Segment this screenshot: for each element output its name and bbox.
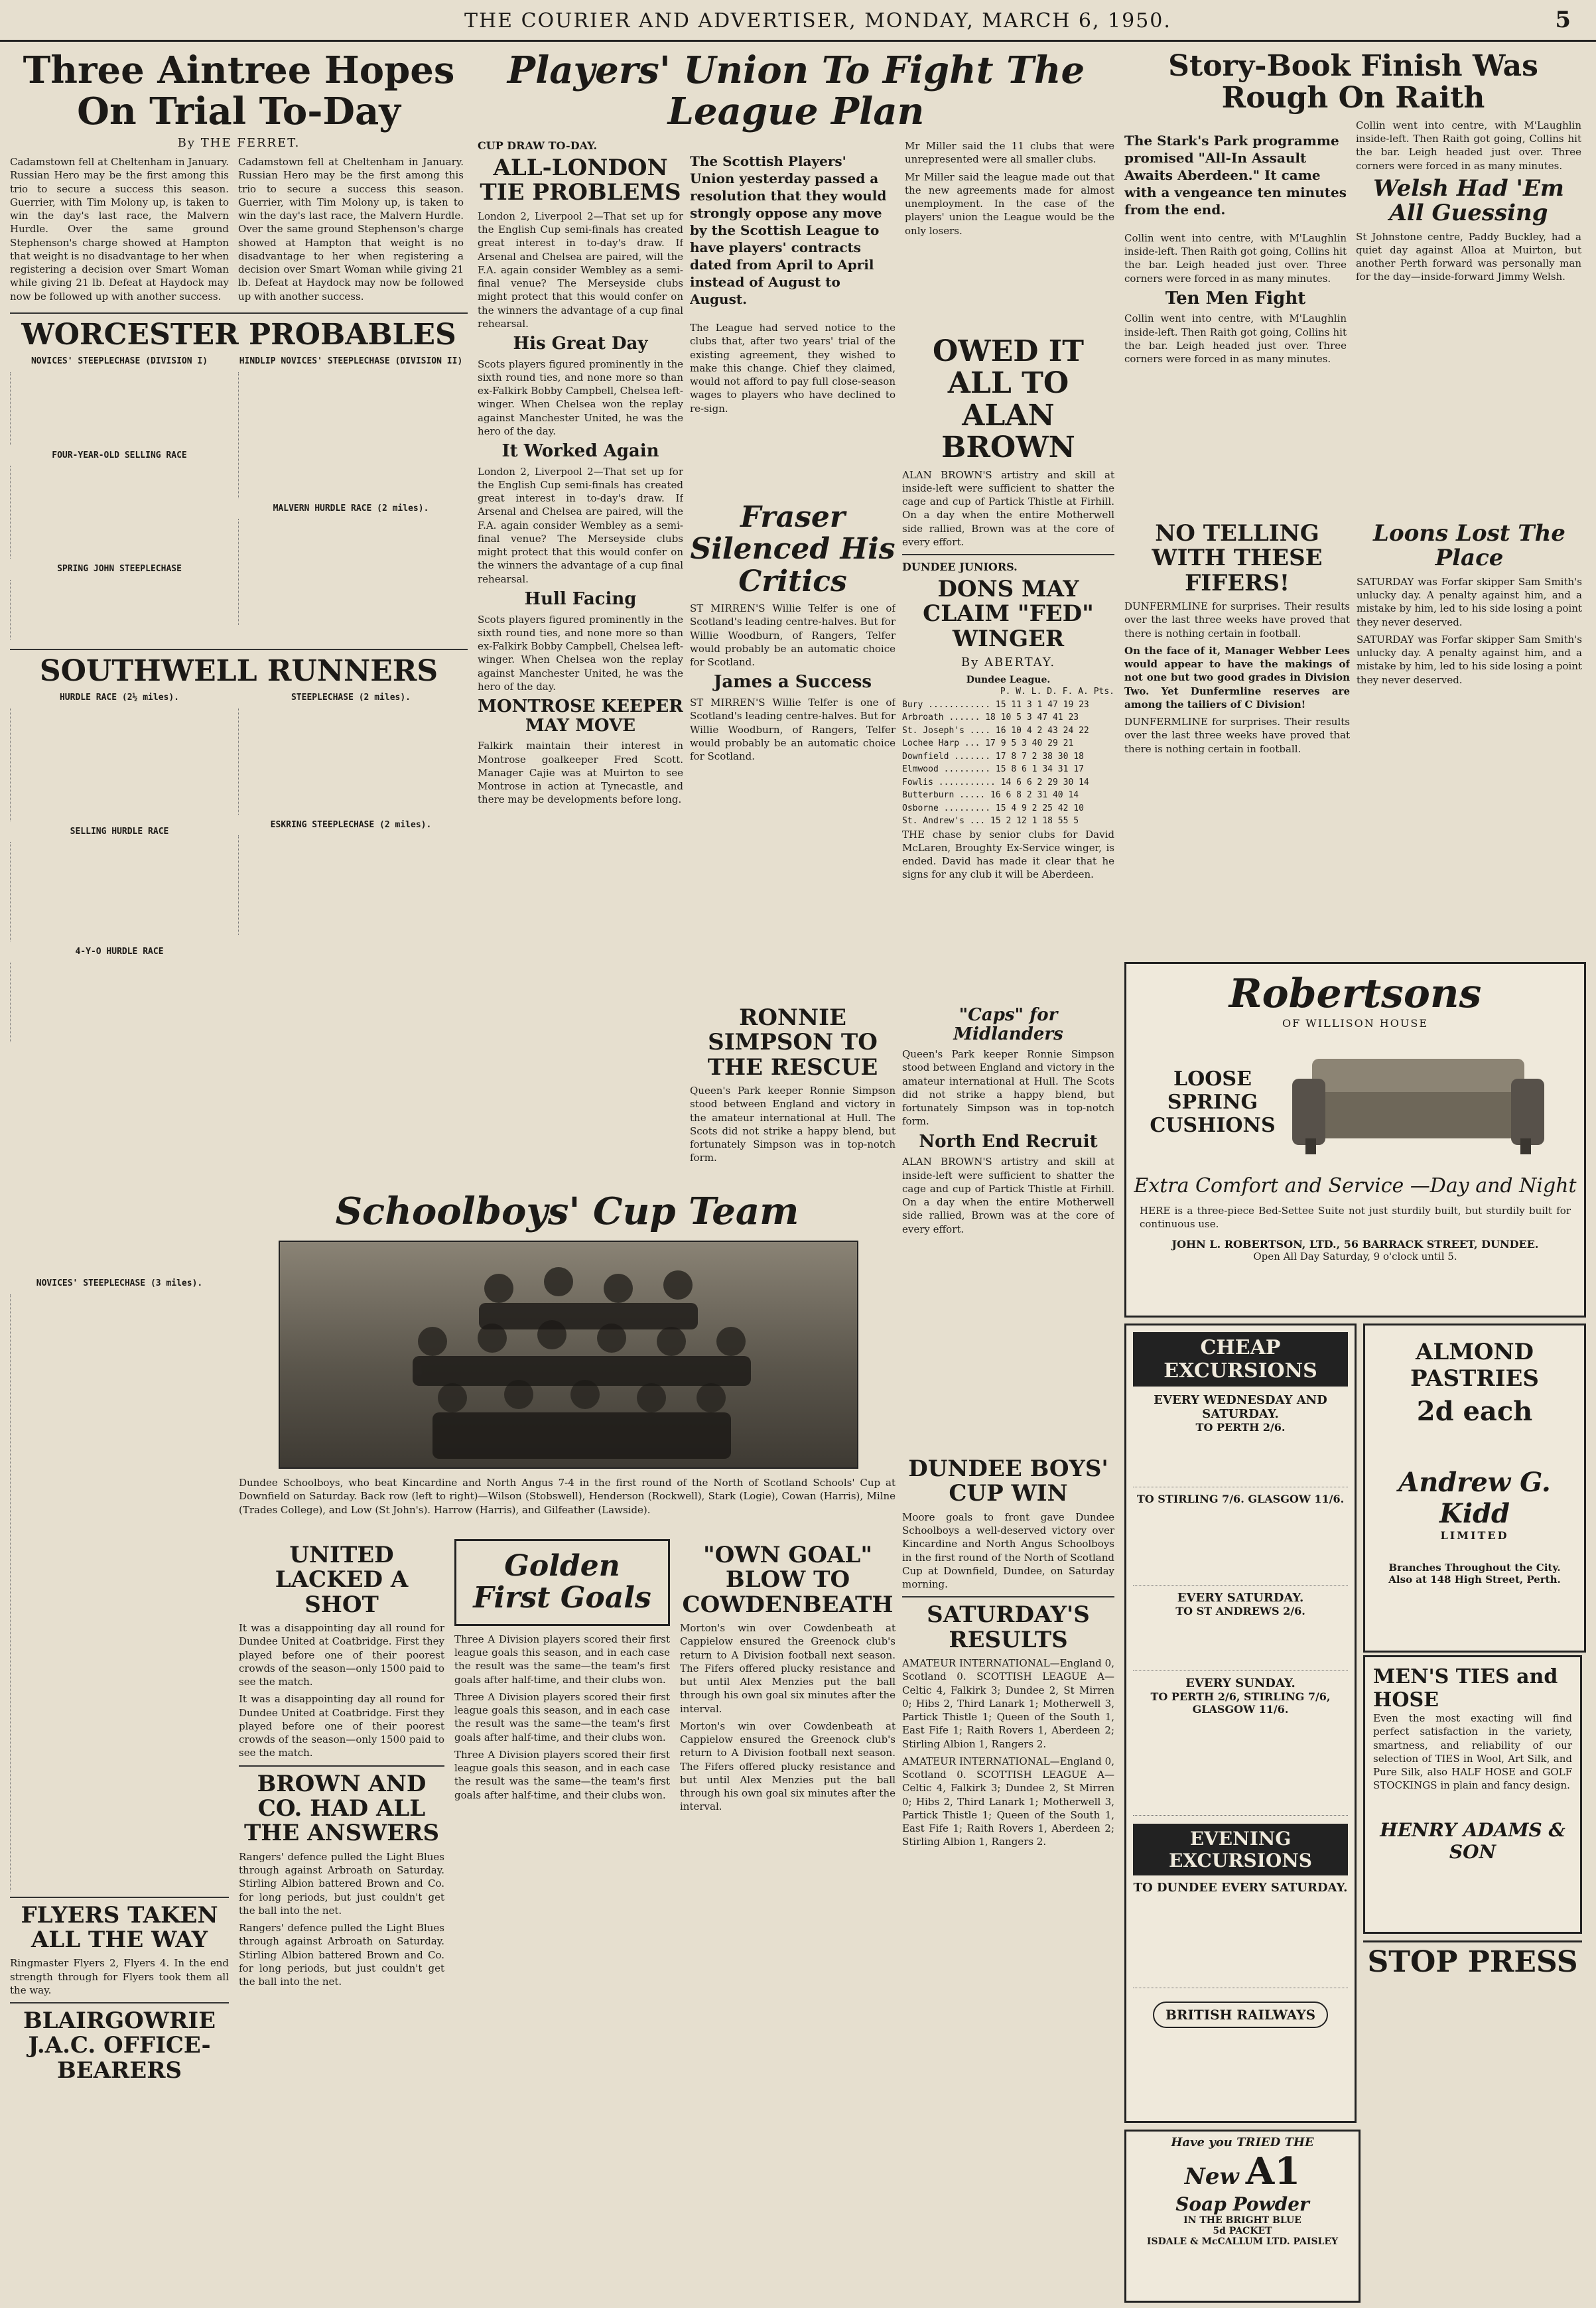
cheap-excursions-title: CHEAP EXCURSIONS	[1133, 1332, 1348, 1387]
race-j-title: ESKRING STEEPLECHASE (2 miles).	[270, 819, 432, 830]
cup-sub-worked-again: It Worked Again	[501, 441, 659, 462]
own-goal-headline: "OWN GOAL" BLOW TO COWDENBEATH	[682, 1542, 894, 1618]
fifers-body-2: DUNFERMLINE for surprises. Their results over the last three weeks have proved that there is nothing certain in football.	[1124, 716, 1350, 755]
kidd-branches: Branches Throughout the City. Also at 148 High Street, Perth.	[1388, 1562, 1561, 1586]
players-union-story	[478, 46, 1114, 139]
table-row: Fowlis ........... 14 6 6 2 29 30 14	[902, 777, 1089, 787]
table-row: St. Joseph's .... 16 10 4 2 43 24 22	[902, 725, 1089, 736]
alan-brown-headline: OWED IT ALL TO ALAN BROWN	[932, 334, 1085, 465]
own-goal-body: Morton's win over Cowdenbeath at Cappielow ensured the Greenock club's return to A Division football next season. The Fifers offered plucky resistance and but until Alex Menzies put the ball through his own goal six minutes after the interval.	[680, 1622, 896, 1715]
players-union-lead: The Scottish Players' Union yesterday passed a resolution that they would strongly oppose any move by the Scottish League to have players' contracts dated from April to April instead of August to August.	[690, 153, 887, 307]
a1-new: New	[1184, 2163, 1239, 2190]
table-row: Butterburn ..... 16 6 8 2 31 40 14	[902, 790, 1079, 801]
table-row: St. Andrew's ... 15 2 12 1 18 55 5	[902, 816, 1079, 827]
racing-column	[10, 46, 468, 1270]
race-f-title: HURDLE RACE (2½ miles).	[59, 693, 179, 703]
left-bottom-column	[10, 1277, 229, 2299]
montrose-keeper-headline: MONTROSE KEEPER MAY MOVE	[478, 697, 683, 736]
excursion-line-2: TO PERTH 2/6.	[1195, 1421, 1286, 1434]
cup-sub-hull-facing: Hull Facing	[524, 588, 637, 609]
saturday-results-body: AMATEUR INTERNATIONAL—England 0, Scotland 0. SCOTTISH LEAGUE A—Celtic 4, Falkirk 3; Dundee 2, St Mirren 0; Hibs 2, Third Lanark 1; Motherwell 3, Partick Thistle 1; Queen of the South 1, East Fife 1; Raith Rovers 1, Aberdeen 2; Stirling Albion 1, Rangers 2.	[902, 1657, 1114, 1750]
loons-body-2: SATURDAY was Forfar skipper Sam Smith's unlucky day. A penalty against him, and a mistake by him, led to his side losing a point they never deserved.	[1357, 633, 1582, 686]
table-row: Elmwood ......... 15 8 6 1 34 31 17	[902, 764, 1084, 775]
race-a-title: NOVICES' STEEPLECHASE (DIVISION I)	[31, 356, 208, 367]
excursion-line-3: TO STIRLING 7/6. GLASGOW 11/6.	[1136, 1493, 1345, 1505]
raith-lead: The Stark's Park programme promised "All-In Assault Awaits Aberdeen." It came with a vengeance ten minutes from the end.	[1124, 132, 1347, 218]
race-g-title: SELLING HURDLE RACE	[70, 826, 169, 837]
sofa-illustration	[1286, 1039, 1551, 1165]
evening-excursions-title: EVENING EXCURSIONS	[1133, 1824, 1348, 1875]
excursion-line-5: TO ST ANDREWS 2/6.	[1175, 1605, 1305, 1617]
loons-story	[1357, 517, 1582, 955]
own-goal-column	[680, 1539, 896, 2299]
cup-body-4: Scots players figured prominently in the sixth round ties, and none more so than ex-Falkirk Bobby Campbell, Chelsea left-winger. When Chelsea won the replay against Manchester United, he was the hero of the day.	[478, 613, 683, 693]
extra-comfort: Extra Comfort and Service —Day and Night	[1134, 1174, 1577, 1197]
caps-headline: "Caps" for Midlanders	[953, 1005, 1063, 1044]
cup-body-3: London 2, Liverpool 2—That set up for the English Cup semi-finals has created great interest in to-day's draw. If Arsenal and Chelsea are paired, will the F.A. again consider Wembley as a semi-final venue? The Merseyside clubs might protect that this would confer on the winners the advantage of a cup final rehearsal.	[478, 465, 683, 585]
table-row: Lochee Harp ... 17 9 5 3 40 29 21	[902, 738, 1074, 749]
results-column	[902, 1453, 1114, 2299]
caps-column	[902, 1002, 1114, 1446]
league-table	[902, 685, 1114, 828]
dundee-boys-cup-body: Moore goals to front gave Dundee Schoolboys a well-deserved victory over Kincardine and North Angus Schoolboys in the first round of the North of Scotland Cup at Downfield, Dundee, on Saturday morning.	[902, 1511, 1114, 1591]
united-headline: UNITED LACKED A SHOT	[275, 1542, 409, 1618]
mens-ties-title: MEN'S TIES and HOSE	[1373, 1665, 1558, 1712]
race-k-title: NOVICES' STEEPLECHASE (3 miles).	[36, 1278, 203, 1288]
raith-body-2: Collin went into centre, with M'Laughlin inside-left. Then Raith got going, Collins hit the bar. Leigh headed just over. Three corners were forced in as many minutes.	[1124, 312, 1347, 366]
fifers-body: DUNFERMLINE for surprises. Their results over the last three weeks have proved that there is nothing certain in football.	[1124, 600, 1350, 640]
simpson-story	[690, 1002, 896, 1188]
a1-line-5: 5d PACKET	[1213, 2226, 1272, 2236]
alan-brown-story	[902, 332, 1114, 1002]
cup-headline: ALL-LONDON TIE PROBLEMS	[480, 155, 681, 206]
team-photo-graphic	[280, 1242, 857, 1467]
fifers-aside: On the face of it, Manager Webber Lees would appear to have the makings of not one but two good grades in Division Two. Yet Dunfermline reserves are among the tailiers of C Division!	[1124, 644, 1350, 711]
table-row: Arbroath ...... 18 10 5 3 47 41 23	[902, 713, 1079, 723]
kidd-ad	[1363, 1324, 1586, 1653]
own-goal-body-2: Morton's win over Cowdenbeath at Cappielow ensured the Greenock club's return to A Division football next season. The Fifers offered plucky resistance and but until Alex Menzies put the ball through his own goal six minutes after the interval.	[680, 1720, 896, 1813]
excursion-line-9: TO DUNDEE EVERY SATURDAY.	[1133, 1881, 1348, 1895]
table-row: Downfield ....... 17 8 7 2 38 30 18	[902, 751, 1084, 762]
adams-ad	[1363, 1655, 1582, 1934]
race-c-title: HINDLIP NOVICES' STEEPLECHASE (DIVISION II)	[239, 356, 463, 367]
simpson-body: Queen's Park keeper Ronnie Simpson stood between England and victory in the amateur international at Hull. The Scots did not strike a happy blend, but fortunately Simpson was in top-notch form.	[690, 1085, 896, 1164]
fifers-story	[1124, 517, 1350, 955]
british-railways: BRITISH RAILWAYS	[1153, 2002, 1328, 2028]
robertsons-hours: Open All Day Saturday, 9 o'clock until 5.	[1253, 1250, 1457, 1262]
race-d-title: MALVERN HURDLE RACE (2 miles).	[273, 503, 429, 513]
a1-line-1: Have you TRIED THE	[1171, 2136, 1314, 2149]
schoolboys-caption-block	[239, 1476, 896, 1536]
racing-byline: By THE FERRET.	[177, 136, 300, 151]
racing-headline: Three Aintree Hopes On Trial To-Day	[23, 48, 455, 133]
saturday-results-body-2: AMATEUR INTERNATIONAL—England 0, Scotland 0. SCOTTISH LEAGUE A—Celtic 4, Falkirk 3; Dundee 2, St Mirren 0; Hibs 2, Third Lanark 1; Motherwell 3, Partick Thistle 1; Queen of the South 1, East Fife 1; Raith Rovers 1, Aberdeen 2; Stirling Albion 1, Rangers 2.	[902, 1755, 1114, 1848]
loons-headline: Loons Lost The Place	[1373, 520, 1565, 572]
kidd-limited: LIMITED	[1440, 1529, 1509, 1542]
schoolboys-caption: Dundee Schoolboys, who beat Kincardine and North Angus 7-4 in the first round of the North of Scotland Schools' Cup at Downfield on Saturday. Back row (left to right)—Wilson (Stobswell), Henderson (Rockwell), Stark (Logie), Cowan (Harris), Milne (Trades College), and Low (St John's). Harrow (Harris), and Gilfeather (Lawside).	[239, 1477, 896, 1516]
dons-byline: By ABERTAY.	[961, 655, 1056, 670]
loons-body: SATURDAY was Forfar skipper Sam Smith's unlucky day. A penalty against him, and a mistake by him, led to his side losing a point they never deserved.	[1357, 575, 1582, 628]
robertsons-ad	[1124, 962, 1586, 1318]
golden-column	[454, 1539, 670, 2299]
montrose-body: Falkirk maintain their interest in Montrose goalkeeper Fred Scott. Manager Cajie was at Muirton to see Montrose in action at Tynecastle, and there may be developments before long.	[478, 740, 683, 806]
fifers-headline: NO TELLING WITH THESE FIFERS!	[1152, 520, 1323, 596]
excursion-line-7: TO PERTH 2/6, STIRLING 7/6, GLASGOW 11/6.	[1150, 1690, 1331, 1716]
robertsons-address: JOHN L. ROBERTSON, LTD., 56 BARRACK STREET, DUNDEE.	[1171, 1237, 1539, 1251]
fraser-body: ST MIRREN'S Willie Telfer is one of Scotland's leading centre-halves. But for Willie Woodburn, of Rangers, Telfer would probably be an automatic choice for Scotland.	[690, 602, 896, 669]
alan-brown-body: ALAN BROWN'S artistry and skill at inside-left were sufficient to shatter the cage and cup of Partick Thistle at Firhill. On a day when the entire Motherwell side rallied, Brown was at the core of every effort.	[902, 468, 1114, 548]
a1-soap-ad	[1124, 2130, 1361, 2303]
excursion-line-6: EVERY SUNDAY.	[1185, 1676, 1296, 1690]
robertsons-tag: OF WILLISON HOUSE	[1282, 1017, 1428, 1030]
cup-body: London 2, Liverpool 2—That set up for the English Cup semi-finals has created great interest in to-day's draw. If Arsenal and Chelsea are paired, will the F.A. again consider Wembley as a semi-final venue? The Merseyside clubs might protect that this would confer on the winners the advantage of a cup final rehearsal.	[478, 210, 683, 330]
united-body: It was a disappointing day all round for Dundee United at Coatbridge. First they played before one of their poorest crowds of the season—only 1500 paid to see the match.	[239, 1622, 444, 1688]
stop-press-title: STOP PRESS	[1367, 1945, 1578, 1979]
welsh-headline: Welsh Had 'Em All Guessing	[1373, 174, 1564, 227]
a1-brand: A1	[1245, 2149, 1301, 2193]
blairgowrie-headline: BLAIRGOWRIE J.A.C. OFFICE-BEARERS	[23, 2007, 216, 2084]
brown-co-headline: BROWN AND CO. HAD ALL THE ANSWERS	[243, 1770, 440, 1847]
newspaper-title: THE COURIER AND ADVERTISER, MONDAY, MARCH 6, 1950.	[464, 9, 1171, 33]
excursion-line-4: EVERY SATURDAY.	[1177, 1591, 1304, 1605]
fraser-headline: Fraser Silenced His Critics	[690, 500, 896, 598]
brown-co-body-2: Rangers' defence pulled the Light Blues through against Arbroath on Saturday. Stirling Albion battered Brown and Co. for long periods, but just couldn't get the ball into the net.	[239, 1922, 444, 1988]
southwell-heading: SOUTHWELL RUNNERS	[39, 653, 438, 688]
schoolboys-headline: Schoolboys' Cup Team	[335, 1189, 799, 1233]
north-end-body: ALAN BROWN'S artistry and skill at inside-left were sufficient to shatter the cage and cup of Partick Thistle at Firhill. On a day when the entire Motherwell side rallied, Brown was at the core of every effort.	[902, 1156, 1114, 1235]
stop-press	[1363, 1940, 1582, 2301]
saturday-results-headline: SATURDAY'S RESULTS	[927, 1601, 1090, 1653]
racing-body: Cadamstown fell at Cheltenham in January. Russian Hero may be the first among this trio to secure a success this season. Guerrier, with Tim Molony up, is taken to win the day's last race, the Malvern Hurdle. Over the same ground Stephenson's charge showed at Hampton that weight is no disadvantage to her when registering a decision over Smart Woman while giving 21 lb. Defeat at Haydock may now be followed up with another success.	[10, 156, 229, 303]
henry-adams-brand: HENRY ADAMS & SON	[1380, 1818, 1565, 1863]
welsh-body: St Johnstone centre, Paddy Buckley, had a quiet day against Alloa at Muirton, but another Perth forward was personally man for the day—inside-forward Jimmy Welsh.	[1356, 230, 1581, 283]
golden-body-2: Three A Division players scored their first league goals this season, and in each case the result was the same—the team's first goals after half-time, and their clubs won.	[454, 1690, 670, 1743]
james-success-sub: James a Success	[714, 672, 872, 693]
kidd-brand: Andrew G. Kidd	[1398, 1467, 1551, 1529]
excursion-line-1: EVERY WEDNESDAY AND SATURDAY.	[1154, 1393, 1327, 1421]
adams-body: Even the most exacting will find perfect satisfaction in the variety, smartness, and reliability of our selection of TIES in Wool, Art Silk, and Pure Silk, also HALF HOSE and GOLF STOCKINGS in plain and fancy design.	[1373, 1712, 1572, 1792]
players-union-body-1: The League had served notice to the clubs that, after two years' trial of the existing agreement, they wished to make this change. Chief they claimed, would not afford to pay full close-season wages to players who have declined to re-sign.	[690, 322, 896, 415]
race-h-title: 4-Y-O HURDLE RACE	[75, 947, 164, 957]
robertsons-brand: Robertsons	[1229, 971, 1482, 1017]
flyers-headline: FLYERS TAKEN ALL THE WAY	[21, 1901, 218, 1953]
players-union-body-2: Mr Miller said the league made out that the new agreements made for almost unemployment. In the case of the players' union the League would be the only losers.	[905, 170, 1114, 237]
flyers-body: Ringmaster Flyers 2, Flyers 4. In the end strength through for Flyers took them all the way.	[10, 1957, 229, 1996]
table-row: Osborne ......... 15 4 9 2 25 42 10	[902, 803, 1084, 813]
robertsons-body: HERE is a three-piece Bed-Settee Suite not just sturdily built, but sturdily built for continuous use.	[1140, 1205, 1571, 1231]
golden-goals-headline: Golden First Goals	[473, 1549, 651, 1615]
table-row: Bury ............ 15 11 3 1 47 19 23	[902, 699, 1089, 710]
schoolboys-section	[239, 1188, 896, 1473]
worcester-heading: WORCESTER PROBABLES	[21, 317, 456, 352]
race-e-title: SPRING JOHN STEEPLECHASE	[57, 564, 182, 575]
cup-body-2: Scots players figured prominently in the sixth round ties, and none more so than ex-Falkirk Bobby Campbell, Chelsea left-winger. When Chelsea won the replay against Manchester United, he was the hero of the day.	[478, 358, 683, 437]
cup-sub-great-day: His Great Day	[513, 334, 648, 354]
race-b-title: FOUR-YEAR-OLD SELLING RACE	[52, 450, 187, 460]
caps-body: Queen's Park keeper Ronnie Simpson stood between England and victory in the amateur international at Hull. The Scots did not strike a happy blend, but fortunately Simpson was in top-notch form.	[902, 1048, 1114, 1128]
dundee-juniors-kicker: DUNDEE JUNIORS.	[902, 561, 1018, 574]
golden-body: Three A Division players scored their first league goals this season, and in each case the result was the same—the team's first goals after half-time, and their clubs won.	[454, 1633, 670, 1686]
raith-body-3: Collin went into centre, with M'Laughlin inside-left. Then Raith got going, Collins hit the bar. Leigh headed just over. Three corners were forced in as many minutes.	[1356, 119, 1581, 172]
a1-soap-powder: Soap Powder	[1175, 2193, 1309, 2215]
raith-story	[1124, 46, 1582, 517]
north-end-headline: North End Recruit	[919, 1131, 1098, 1152]
almond-pastries: ALMOND PASTRIES	[1410, 1339, 1539, 1392]
a1-line-4: IN THE BRIGHT BLUE	[1183, 2215, 1301, 2226]
cup-draw-column	[478, 139, 683, 1002]
loose-spring-cushions: LOOSE SPRING CUSHIONS	[1150, 1067, 1276, 1137]
fraser-story	[690, 498, 896, 1002]
dundee-boys-cup-headline: DUNDEE BOYS' CUP WIN	[908, 1456, 1108, 1507]
schoolboys-photo	[279, 1241, 858, 1469]
page-number: 5	[1555, 7, 1571, 33]
dundee-league-title: Dundee League.	[966, 675, 1051, 686]
players-union-headline: Players' Union To Fight The League Plan	[507, 48, 1085, 133]
dons-headline: DONS MAY CLAIM "FED" WINGER	[923, 576, 1094, 652]
ten-men-fight-sub: Ten Men Fight	[1165, 288, 1306, 308]
a1-maker: ISDALE & McCALLUM LTD. PAISLEY	[1146, 2236, 1339, 2247]
cup-kicker: CUP DRAW TO-DAY.	[478, 139, 598, 152]
pastry-price: 2d each	[1416, 1396, 1533, 1427]
masthead	[0, 0, 1596, 42]
united-column	[239, 1539, 444, 2299]
excursions-ad	[1124, 1324, 1357, 2123]
league-table-header: P. W. L. D. F. A. Pts.	[1000, 687, 1114, 697]
united-body-2: It was a disappointing day all round for Dundee United at Coatbridge. First they played before one of their poorest crowds of the season—only 1500 paid to see the match.	[239, 1693, 444, 1759]
simpson-headline: RONNIE SIMPSON TO THE RESCUE	[707, 1004, 878, 1081]
golden-body-3: Three A Division players scored their first league goals this season, and in each case the result was the same—the team's first goals after half-time, and their clubs won.	[454, 1748, 670, 1801]
players-union-body-3: Mr Miller said the 11 clubs that were unrepresented were all smaller clubs.	[905, 140, 1114, 166]
race-i-title: STEEPLECHASE (2 miles).	[291, 693, 411, 703]
raith-headline: Story-Book Finish Was Rough On Raith	[1168, 49, 1538, 115]
brown-co-body: Rangers' defence pulled the Light Blues through against Arbroath on Saturday. Stirling Albion battered Brown and Co. for long periods, but just couldn't get the ball into the net.	[239, 1850, 444, 1917]
racing-body-2: Cadamstown fell at Cheltenham in January. Russian Hero may be the first among this trio to secure a success this season. Guerrier, with Tim Molony up, is taken to win the day's last race, the Malvern Hurdle. Over the same ground Stephenson's charge showed at Hampton that weight is no disadvantage to her when registering a decision over Smart Woman while giving 21 lb. Defeat at Haydock may now be followed up with another success.	[238, 156, 464, 303]
raith-body: Collin went into centre, with M'Laughlin inside-left. Then Raith got going, Collins hit the bar. Leigh headed just over. Three corners were forced in as many minutes.	[1124, 232, 1347, 285]
dons-body: THE chase by senior clubs for David McLaren, Broughty Ex-Service winger, is ended. David has made it clear that he signs for any club it will be Aberdeen.	[902, 828, 1114, 881]
fraser-body-2: ST MIRREN'S Willie Telfer is one of Scotland's leading centre-halves. But for Willie Woodburn, of Rangers, Telfer would probably be an automatic choice for Scotland.	[690, 697, 896, 763]
